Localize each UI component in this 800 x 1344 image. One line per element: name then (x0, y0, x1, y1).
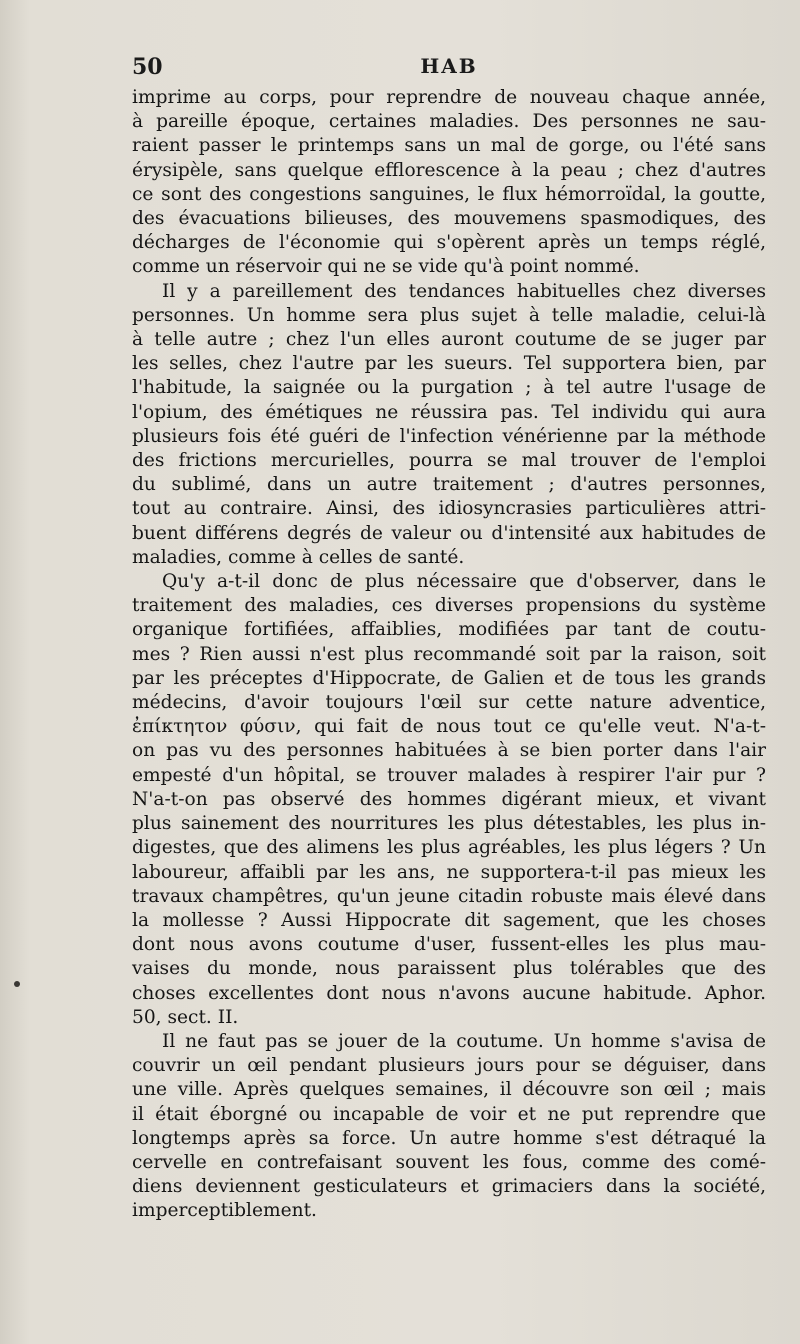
text-line: plus sainement des nourritures les plus détestables, les plus in- (132, 813, 766, 835)
text-line: couvrir un œil pendant plusieurs jours pour se déguiser, dans (132, 1055, 766, 1077)
text-line: longtemps après sa force. Un autre homme s'est détraqué la (132, 1127, 766, 1149)
text-line: tout au contraire. Ainsi, des idiosyncrasies particulières attri- (132, 498, 766, 520)
running-head: HAB (420, 54, 478, 78)
text-line: ce sont des congestions sanguines, le flux hémorroïdal, la goutte, (132, 183, 766, 205)
text-line: traitement des maladies, ces diverses propensions du système (132, 595, 766, 617)
text-line: travaux champêtres, qu'un jeune citadin robuste mais élevé dans (132, 885, 766, 907)
text-line: par les préceptes d'Hippocrate, de Galien et de tous les grands (132, 667, 766, 689)
text-line: Qu'y a-t-il donc de plus nécessaire que d'observer, dans le (162, 571, 766, 593)
text-line: diens deviennent gesticulateurs et grimaciers dans la société, (132, 1176, 766, 1198)
text-line: digestes, que des alimens les plus agréables, les plus légers ? Un (132, 837, 766, 859)
text-line: plusieurs fois été guéri de l'infection vénérienne par la méthode (132, 425, 766, 447)
text-line: des frictions mercurielles, pourra se mal trouver de l'emploi (132, 450, 766, 472)
body-text (132, 86, 766, 1224)
text-line: l'habitude, la saignée ou la purgation ; à tel autre l'usage de (132, 377, 766, 399)
text-line: maladies, comme à celles de santé. (132, 546, 465, 568)
text-line: la mollesse ? Aussi Hippocrate dit sagement, que les choses (132, 909, 766, 931)
margin-ink-spot (14, 981, 20, 987)
text-line: raient passer le printemps sans un mal de gorge, ou l'été sans (132, 135, 766, 157)
text-line: on pas vu des personnes habituées à se bien porter dans l'air (132, 740, 766, 762)
text-line: imperceptiblement. (132, 1200, 317, 1222)
text-line: Il ne faut pas se jouer de la coutume. Un homme s'avisa de (162, 1030, 766, 1052)
text-line: mes ? Rien aussi n'est plus recommandé soit par la raison, soit (132, 643, 766, 665)
page-number: 50 (132, 54, 163, 80)
text-line: érysipèle, sans quelque efflorescence à la peau ; chez d'autres (132, 159, 766, 181)
paragraph (132, 86, 766, 280)
text-line: cervelle en contrefaisant souvent les fous, comme des comé- (132, 1151, 766, 1173)
text-line: à telle autre ; chez l'un elles auront coutume de se juger par (132, 329, 766, 351)
text-line: personnes. Un homme sera plus sujet à telle maladie, celui-là (132, 304, 766, 326)
text-line: buent différens degrés de valeur ou d'intensité aux habitudes de (132, 522, 766, 544)
text-line: laboureur, affaibli par les ans, ne supportera-t-il pas mieux les (132, 861, 766, 883)
text-line: organique fortifiées, affaiblies, modifiées par tant de coutu- (132, 619, 766, 641)
text-line: empesté d'un hôpital, se trouver malades à respirer l'air pur ? (132, 764, 766, 786)
paragraph (132, 1030, 766, 1224)
page-header (132, 54, 766, 84)
text-line: 50, sect. II. (132, 1006, 239, 1028)
text-line: les selles, chez l'autre par les sueurs. Tel supportera bien, par (132, 353, 766, 375)
text-line: médecins, d'avoir toujours l'œil sur cette nature adventice, (132, 692, 766, 714)
text-line: du sublimé, dans un autre traitement ; d'autres personnes, (132, 474, 766, 496)
text-line: N'a-t-on pas observé des hommes digérant mieux, et vivant (132, 788, 766, 810)
text-line: une ville. Après quelques semaines, il découvre son œil ; mais (132, 1079, 766, 1101)
text-line: choses excellentes dont nous n'avons aucune habitude. Aphor. (132, 982, 766, 1004)
text-line: comme un réservoir qui ne se vide qu'à point nommé. (132, 256, 640, 278)
text-line: imprime au corps, pour reprendre de nouveau chaque année, (132, 87, 766, 108)
text-line: à pareille époque, certaines maladies. Des personnes ne sau- (132, 111, 766, 133)
paragraph (132, 280, 766, 570)
text-line: il était éborgné ou incapable de voir et ne put reprendre que (132, 1103, 766, 1125)
text-line: vaises du monde, nous paraissent plus tolérables que des (132, 958, 766, 980)
text-line: décharges de l'économie qui s'opèrent après un temps réglé, (132, 232, 766, 254)
paragraph (132, 570, 766, 1030)
text-line: des évacuations bilieuses, des mouvemens spasmodiques, des (132, 208, 766, 230)
text-line: ἐπίκτητον φύσιν, qui fait de nous tout ce qu'elle veut. N'a-t- (132, 716, 766, 738)
text-line: l'opium, des émétiques ne réussira pas. Tel individu qui aura (132, 401, 766, 423)
text-line: dont nous avons coutume d'user, fussent-elles les plus mau- (132, 934, 766, 956)
text-line: Il y a pareillement des tendances habituelles chez diverses (162, 280, 766, 302)
